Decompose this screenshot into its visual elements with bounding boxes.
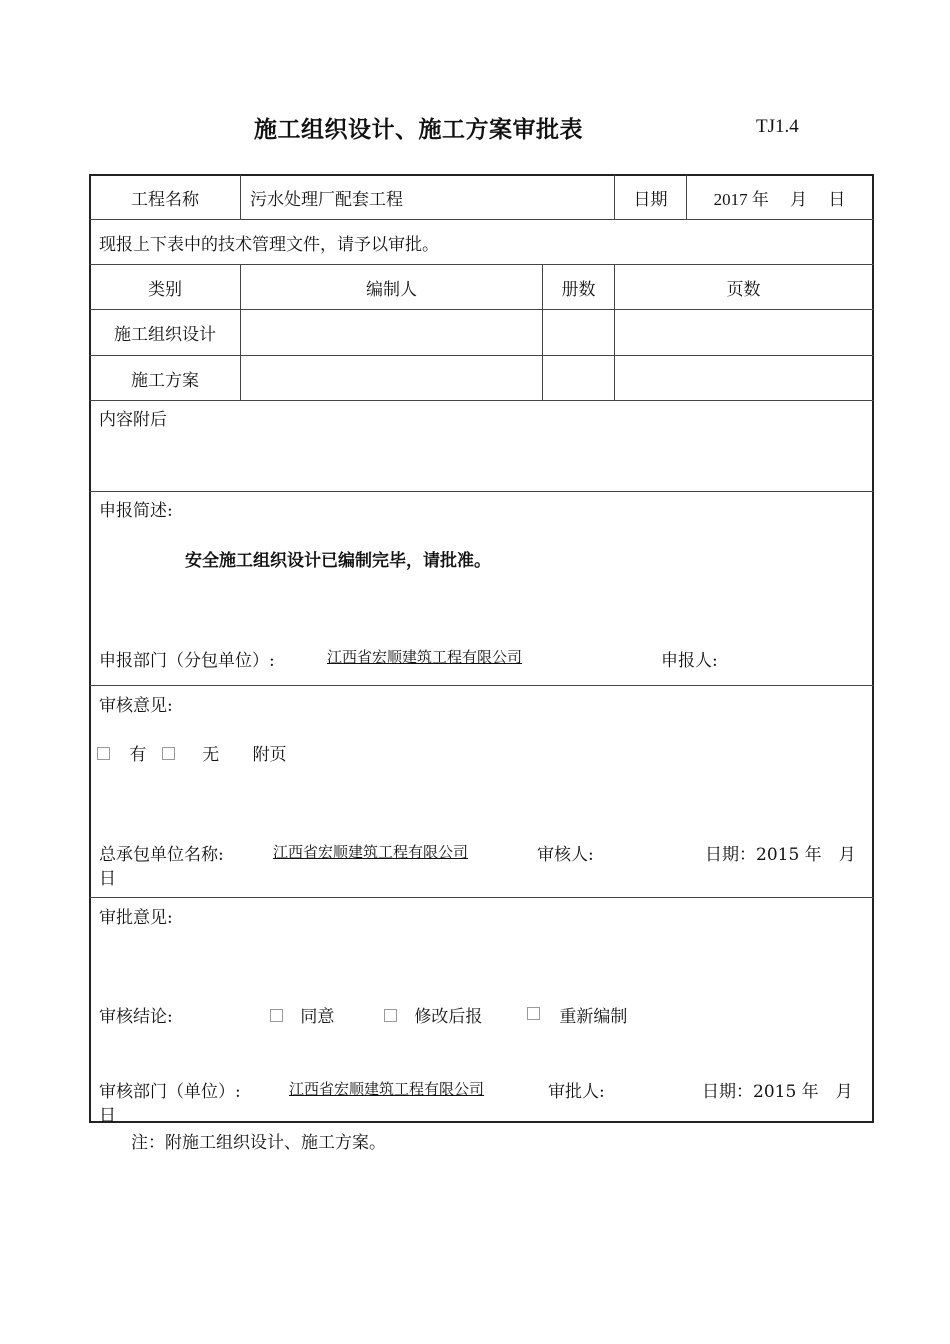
table-row-category: 施工组织设计 <box>114 325 216 345</box>
date-value: 2017 年 月 日 <box>713 190 846 209</box>
approval-label: 审批意见: <box>99 908 173 928</box>
checkbox-yes[interactable] <box>97 747 110 760</box>
intro-text: 现报上下表中的技术管理文件，请予以审批。 <box>99 234 439 255</box>
declaration-person-label: 申报人: <box>661 651 718 671</box>
contractor-label: 总承包单位名称: <box>99 845 224 865</box>
approval-date: 日期：2015 年 月 <box>702 1082 853 1102</box>
approval-dept-label: 审核部门（单位）: <box>99 1082 241 1102</box>
option-revise-label: 修改后报 <box>414 1007 483 1027</box>
review-date: 日期：2015 年 月 <box>705 845 856 865</box>
option-yes-label: 有 <box>129 745 147 765</box>
conclusion-option-revise[interactable] <box>384 1002 482 1027</box>
form-code: TJ1.4 <box>756 116 799 137</box>
column-header-pages: 页数 <box>726 279 761 300</box>
attachment-label: 内容附后 <box>99 410 167 430</box>
declaration-dept-label: 申报部门（分包单位）: <box>99 651 275 671</box>
contractor-value: 江西省宏顺建筑工程有限公司 <box>273 843 469 861</box>
option-redo-label: 重新编制 <box>559 1007 628 1027</box>
table-row-author[interactable] <box>241 310 542 355</box>
approval-dept-value: 江西省宏顺建筑工程有限公司 <box>289 1080 485 1098</box>
checkbox-no[interactable] <box>162 747 175 760</box>
column-header-volumes: 册数 <box>561 279 596 300</box>
conclusion-label: 审核结论: <box>99 1007 173 1027</box>
table-row-pages[interactable] <box>615 356 872 400</box>
conclusion-option-agree[interactable] <box>270 1002 334 1027</box>
option-agree-label: 同意 <box>300 1007 335 1027</box>
review-label: 审核意见: <box>99 696 173 716</box>
page-title: 施工组织设计、施工方案审批表 <box>254 117 583 143</box>
table-row-author[interactable] <box>241 356 542 400</box>
table-row-pages[interactable] <box>615 310 872 355</box>
project-name-value: 污水处理厂配套工程 <box>250 190 403 210</box>
checkbox-redo[interactable] <box>527 1007 540 1020</box>
review-options <box>97 740 287 765</box>
checkbox-revise[interactable] <box>384 1009 397 1022</box>
footnote: 注：附施工组织设计、施工方案。 <box>131 1133 386 1153</box>
date-label: 日期 <box>633 190 668 210</box>
attach-pages-label: 附页 <box>252 745 287 765</box>
declaration-dept-value: 江西省宏顺建筑工程有限公司 <box>327 648 523 666</box>
declaration-content: 安全施工组织设计已编制完毕，请批准。 <box>185 551 491 571</box>
conclusion-option-redo[interactable] <box>527 1000 627 1025</box>
project-name-label: 工程名称 <box>131 190 199 210</box>
checkbox-agree[interactable] <box>270 1009 283 1022</box>
column-header-author: 编制人 <box>366 279 417 300</box>
approver-label: 审批人: <box>548 1082 605 1102</box>
option-no-label: 无 <box>202 745 220 765</box>
review-date-day: 日 <box>99 869 116 889</box>
table-row-category: 施工方案 <box>131 370 199 391</box>
approval-date-day: 日 <box>99 1106 116 1126</box>
declaration-label: 申报简述: <box>99 501 173 521</box>
column-header-category: 类别 <box>148 279 182 300</box>
table-row-volumes[interactable] <box>543 356 614 400</box>
table-row-volumes[interactable] <box>543 310 614 355</box>
reviewer-label: 审核人: <box>537 845 594 865</box>
